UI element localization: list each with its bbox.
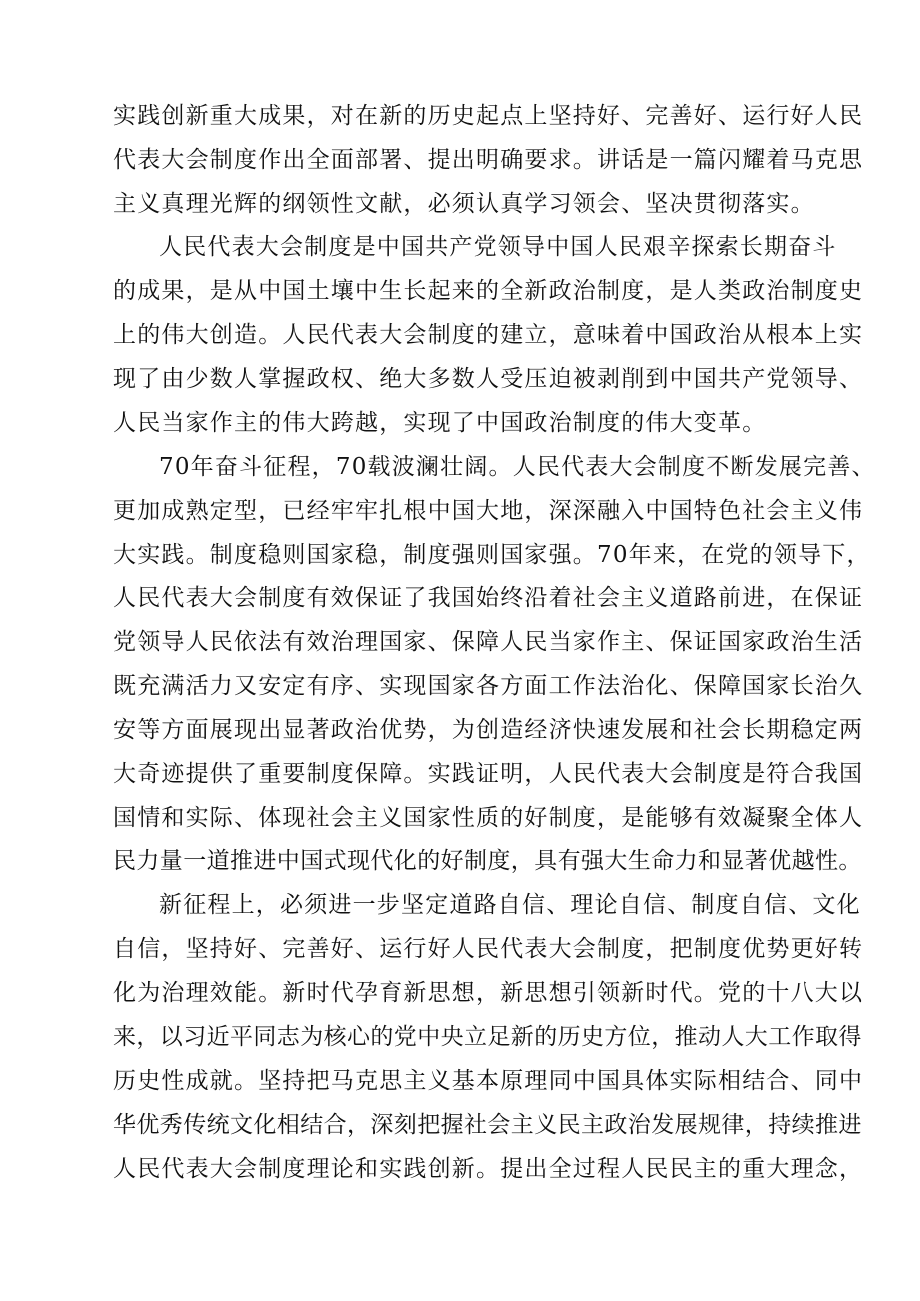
text-line: 的成果，是从中国土壤中生长起来的全新政治制度，是人类政治制度史: [113, 278, 864, 304]
text-line: 实践创新重大成果，对在新的历史起点上坚持好、完善好、运行好人民: [113, 103, 864, 129]
text-line: 民力量一道推进中国式现代化的好制度，具有强大生命力和显著优越性。: [113, 848, 862, 874]
text-line: 既充满活力又安定有序、实现国家各方面工作法治化、保障国家长治久: [113, 673, 864, 699]
text-line: 国情和实际、体现社会主义国家性质的好制度，是能够有效凝聚全体人: [113, 805, 864, 831]
paragraph-start-line: 人民代表大会制度是中国共产党领导中国人民艰辛探索长期奋斗: [159, 234, 837, 260]
text-line: 上的伟大创造。人民代表大会制度的建立，意味着中国政治从根本上实: [113, 322, 864, 348]
text-line: 现了由少数人掌握政权、绝大多数人受压迫被剥削到中国共产党领导、: [113, 366, 864, 392]
text-line: 化为治理效能。新时代孕育新思想，新思想引领新时代。党的十八大以: [113, 980, 864, 1006]
text-line: 代表大会制度作出全面部署、提出明确要求。讲话是一篇闪耀着马克思: [113, 147, 864, 173]
text-line: 主义真理光辉的纲领性文献，必须认真学习领会、坚决贯彻落实。: [113, 191, 815, 217]
paragraph-start-line: 70年奋斗征程，70载波澜壮阔。人民代表大会制度不断发展完善、: [159, 454, 876, 480]
paragraph-start-line: 新征程上，必须进一步坚定道路自信、理论自信、制度自信、文化: [159, 892, 861, 918]
text-line: 华优秀传统文化相结合，深刻把握社会主义民主政治发展规律，持续推进: [113, 1112, 862, 1138]
text-line: 大实践。制度稳则国家稳，制度强则国家强。70年来，在党的领导下，: [113, 542, 871, 568]
text-line: 人民代表大会制度理论和实践创新。提出全过程人民民主的重大理念，: [113, 1156, 864, 1182]
text-line: 来，以习近平同志为核心的党中央立足新的历史方位，推动人大工作取得: [113, 1024, 862, 1050]
text-line: 安等方面展现出显著政治优势，为创造经济快速发展和社会长期稳定两: [113, 717, 864, 743]
text-line: 人民当家作主的伟大跨越，实现了中国政治制度的伟大变革。: [113, 410, 767, 436]
text-line: 自信，坚持好、完善好、运行好人民代表大会制度，把制度优势更好转: [113, 936, 864, 962]
text-line: 党领导人民依法有效治理国家、保障人民当家作主、保证国家政治生活: [113, 629, 864, 655]
text-line: 更加成熟定型，已经牢牢扎根中国大地，深深融入中国特色社会主义伟: [113, 498, 864, 524]
text-line: 历史性成就。坚持把马克思主义基本原理同中国具体实际相结合、同中: [113, 1068, 864, 1094]
text-line: 人民代表大会制度有效保证了我国始终沿着社会主义道路前进，在保证: [113, 585, 864, 611]
text-line: 大奇迹提供了重要制度保障。实践证明，人民代表大会制度是符合我国: [113, 761, 864, 787]
